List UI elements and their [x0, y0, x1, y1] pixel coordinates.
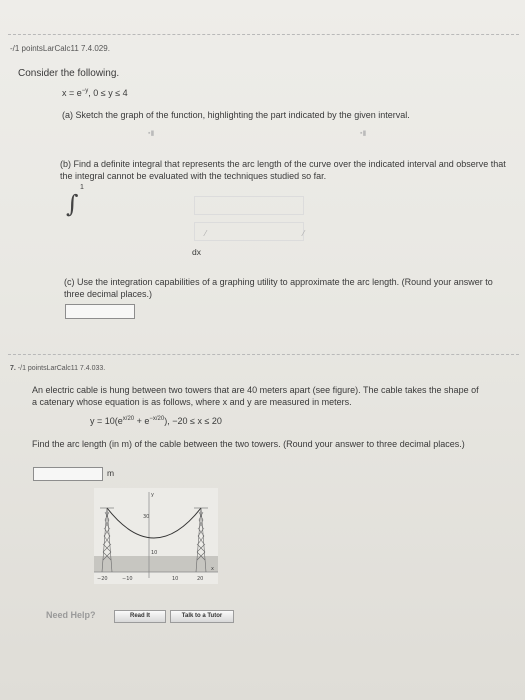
catenary-figure: [94, 488, 218, 584]
talk-to-tutor-button[interactable]: Talk to a Tutor: [170, 610, 234, 623]
q6-equation: $x = e^{-y}$, 0 ≤ y ≤ 4: [62, 88, 128, 98]
q6-part-b: (b) Find a definite integral that represents the arc length of the curve over the indicated interval and observe that the integral cannot be evaluated with the techniques studied so far.: [60, 159, 506, 181]
q6-header: -/1 pointsLarCalc11 7.4.029.: [10, 44, 110, 53]
read-it-button[interactable]: Read It: [114, 610, 166, 623]
need-help-label: Need Help?: [46, 610, 96, 620]
x-tick-10: 10: [172, 576, 179, 582]
q7-text: An electric cable is hung between two towers that are 40 meters apart (see figure). The cable takes the shape of a catenary whose equation is as follows, where x and y are measured in meters.: [32, 385, 479, 407]
integrand-input[interactable]: [194, 222, 304, 241]
pencil-icon: ⁄: [303, 229, 305, 238]
y-tick-10: 10: [151, 550, 158, 556]
x-tick-neg10: −10: [122, 576, 133, 582]
y-axis-label: y: [151, 492, 154, 498]
pencil-icon: ⁄: [205, 229, 207, 238]
unit-label: m: [107, 468, 115, 478]
q7-question: Find the arc length (in m) of the cable between the two towers. (Round your answer to three decimal places.): [32, 439, 465, 449]
x-axis-label: x: [211, 566, 214, 572]
x-tick-neg20: −20: [97, 576, 108, 582]
integral-upper-limit: 1: [80, 184, 84, 191]
catenary-equation: $y = 10(e^{x/20} + e^{-x/20})$, −20 ≤ x ≤ 20: [90, 416, 222, 426]
image-icon: ▪▮: [148, 130, 155, 137]
dx-label: dx: [192, 247, 201, 257]
q6-part-c: (c) Use the integration capabilities of a graphing utility to approximate the arc length. (Round your answer to three decimal places.): [64, 277, 493, 299]
y-tick-30: 30: [143, 514, 150, 520]
arc-length-answer-input[interactable]: [65, 304, 135, 319]
integral-sign: ∫: [66, 190, 79, 218]
cable-length-answer-input[interactable]: [33, 467, 103, 481]
integral-upper-input[interactable]: [194, 196, 304, 215]
x-tick-20: 20: [197, 576, 204, 582]
q6-part-a: (a) Sketch the graph of the function, highlighting the part indicated by the given interval.: [62, 110, 410, 120]
q6-intro: Consider the following.: [18, 68, 120, 79]
image-icon: ▪▮: [360, 130, 367, 137]
q7-header: 7. -/1 pointsLarCalc11 7.4.033.: [10, 365, 106, 372]
divider: [8, 34, 519, 35]
divider: [8, 354, 519, 355]
